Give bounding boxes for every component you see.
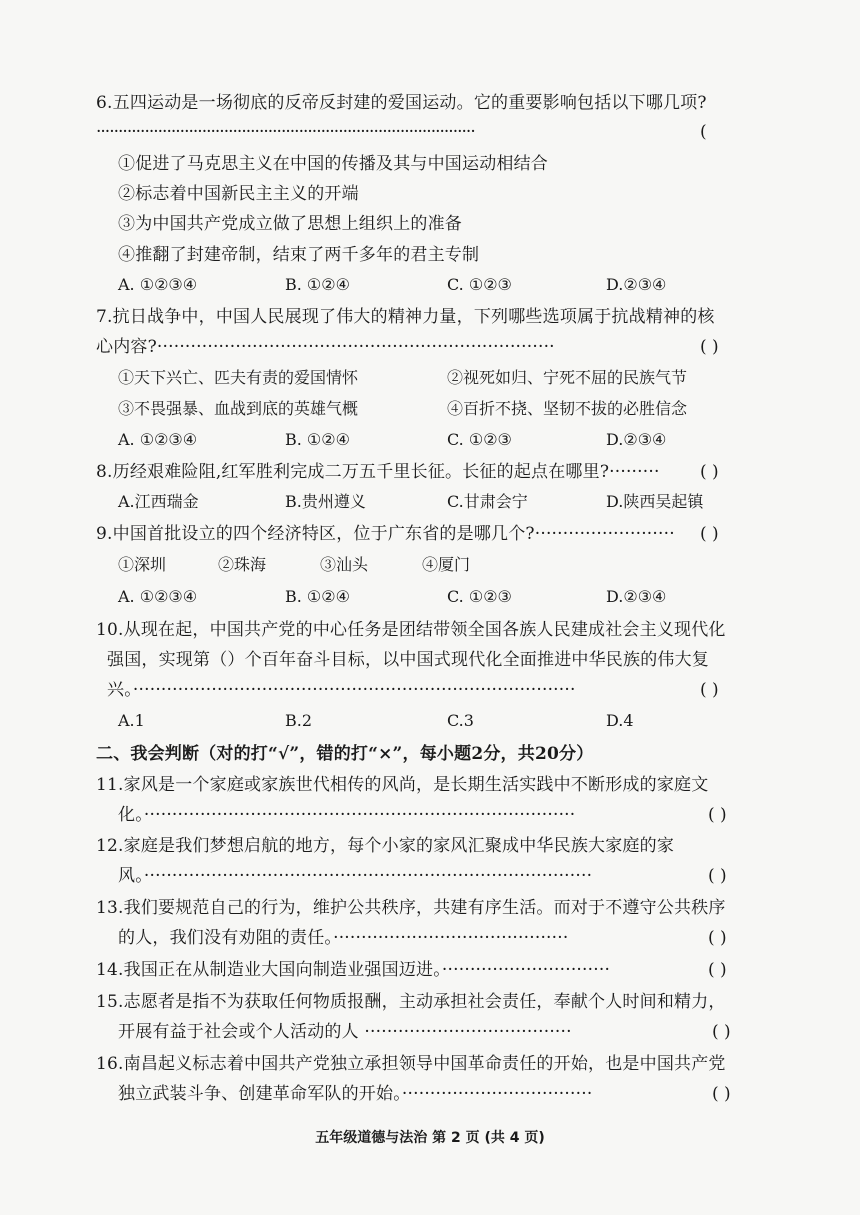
question-15-line-1: 15.志愿者是指不为获取任何物质报酬，主动承担社会责任，奉献个人时间和精力， <box>96 992 726 1012</box>
question-8-stem: 8.历经艰难险阻,红军胜利完成二万五千里长征。长征的起点在哪里?········· <box>96 462 660 482</box>
question-6-option-c[interactable]: C. ①②③ <box>447 275 512 294</box>
question-8-option-d[interactable]: D.陕西吴起镇 <box>606 492 704 511</box>
question-7-option-c[interactable]: C. ①②③ <box>447 430 512 449</box>
question-8-option-a[interactable]: A.江西瑞金 <box>118 492 199 511</box>
question-10-option-b[interactable]: B.2 <box>285 711 313 730</box>
question-7-item-2: ②视死如归、宁死不屈的民族气节 <box>447 368 688 387</box>
question-6-option-d[interactable]: D.②③④ <box>606 275 667 294</box>
question-6-item-2: ②标志着中国新民主主义的开端 <box>118 184 359 204</box>
question-13-line-2: 的人，我们没有劝阻的责任。·········································· <box>118 928 569 948</box>
question-7-answer-paren[interactable]: ( ) <box>700 337 719 357</box>
question-8-option-c[interactable]: C.甘肃会宁 <box>447 492 528 511</box>
question-15-line-2: 开展有益于社会或个人活动的人 ····································· <box>118 1022 572 1042</box>
section-2-heading: 二、我会判断（对的打“√”，错的打“×”，每小题2分，共20分） <box>96 744 594 764</box>
question-6-item-1: ①促进了马克思主义在中国的传播及其与中国运动相结合 <box>118 154 548 174</box>
question-9-item-4: ④厦门 <box>422 555 471 574</box>
page-footer: 五年级道德与法治 第 2 页 (共 4 页) <box>315 1130 545 1146</box>
question-14-line-1: 14.我国正在从制造业大国向制造业强国迈进。······························ <box>96 960 611 980</box>
question-6-stem: 6.五四运动是一场彻底的反帝反封建的爱国运动。它的重要影响包括以下哪几项? <box>96 93 707 113</box>
question-10-option-a[interactable]: A.1 <box>118 711 145 730</box>
question-6-leader: ······················································································ <box>96 122 475 142</box>
question-7-item-1: ①天下兴亡、匹夫有责的爱国情怀 <box>118 368 359 387</box>
question-9-stem: 9.中国首批设立的四个经济特区，位于广东省的是哪几个?························· <box>96 524 675 544</box>
question-11-line-1: 11.家风是一个家庭或家族世代相传的风尚，是长期生活实践中不断形成的家庭文 <box>96 775 709 795</box>
question-13-line-1: 13.我们要规范自己的行为，维护公共秩序，共建有序生活。而对于不遵守公共秩序 <box>96 898 726 918</box>
question-9-item-2: ②珠海 <box>218 555 267 574</box>
question-6-option-a[interactable]: A. ①②③④ <box>118 275 198 294</box>
question-9-option-d[interactable]: D.②③④ <box>606 587 667 606</box>
question-12-line-2: 风。················································································ <box>118 866 593 886</box>
question-10-option-d[interactable]: D.4 <box>606 711 634 730</box>
question-10-stem-line-3: 兴。··············································································· <box>107 680 576 700</box>
question-7-option-a[interactable]: A. ①②③④ <box>118 430 198 449</box>
question-12-line-1: 12.家庭是我们梦想启航的地方，每个小家的家风汇聚成中华民族大家庭的家 <box>96 836 675 856</box>
question-16-line-2: 独立武装斗争、创建革命军队的开始。·································· <box>118 1084 593 1104</box>
question-9-item-1: ①深圳 <box>118 555 167 574</box>
question-13-answer-paren[interactable]: ( ) <box>708 928 727 948</box>
question-8-answer-paren[interactable]: ( ) <box>700 462 719 482</box>
question-11-answer-paren[interactable]: ( ) <box>708 805 727 825</box>
question-10-option-c[interactable]: C.3 <box>447 711 474 730</box>
question-12-answer-paren[interactable]: ( ) <box>708 866 727 886</box>
question-10-answer-paren[interactable]: ( ) <box>700 680 719 700</box>
question-7-option-b[interactable]: B. ①②④ <box>285 430 350 449</box>
question-7-option-d[interactable]: D.②③④ <box>606 430 667 449</box>
question-7-stem-line-1: 7.抗日战争中，中国人民展现了伟大的精神力量，下列哪些选项属于抗战精神的核 <box>96 307 715 327</box>
question-6-answer-paren[interactable]: ( <box>700 122 707 142</box>
question-11-line-2: 化。············································································· <box>118 805 576 825</box>
question-9-answer-paren[interactable]: ( ) <box>700 524 719 544</box>
question-10-stem-line-2: 强国，实现第（）个百年奋斗目标，以中国式现代化全面推进中华民族的伟大复 <box>107 650 709 670</box>
question-14-answer-paren[interactable]: ( ) <box>708 960 727 980</box>
question-7-item-3: ③不畏强暴、血战到底的英雄气概 <box>118 399 359 418</box>
question-6-option-b[interactable]: B. ①②④ <box>285 275 350 294</box>
question-6-item-4: ④推翻了封建帝制，结束了两千多年的君主专制 <box>118 245 480 265</box>
question-16-line-1: 16.南昌起义标志着中国共产党独立承担领导中国革命责任的开始，也是中国共产党 <box>96 1054 726 1074</box>
question-9-option-c[interactable]: C. ①②③ <box>447 587 512 606</box>
question-9-option-b[interactable]: B. ①②④ <box>285 587 350 606</box>
question-7-item-4: ④百折不挠、坚韧不拔的必胜信念 <box>447 399 688 418</box>
question-6-item-3: ③为中国共产党成立做了思想上组织上的准备 <box>118 214 462 234</box>
question-7-stem-line-2: 心内容?······································································· <box>96 337 555 357</box>
question-9-option-a[interactable]: A. ①②③④ <box>118 587 198 606</box>
question-15-answer-paren[interactable]: ( ) <box>712 1022 731 1042</box>
question-16-answer-paren[interactable]: ( ) <box>712 1084 731 1104</box>
question-10-stem-line-1: 10.从现在起，中国共产党的中心任务是团结带领全国各族人民建成社会主义现代化 <box>96 620 726 640</box>
question-9-item-3: ③汕头 <box>320 555 369 574</box>
question-8-option-b[interactable]: B.贵州遵义 <box>285 492 366 511</box>
